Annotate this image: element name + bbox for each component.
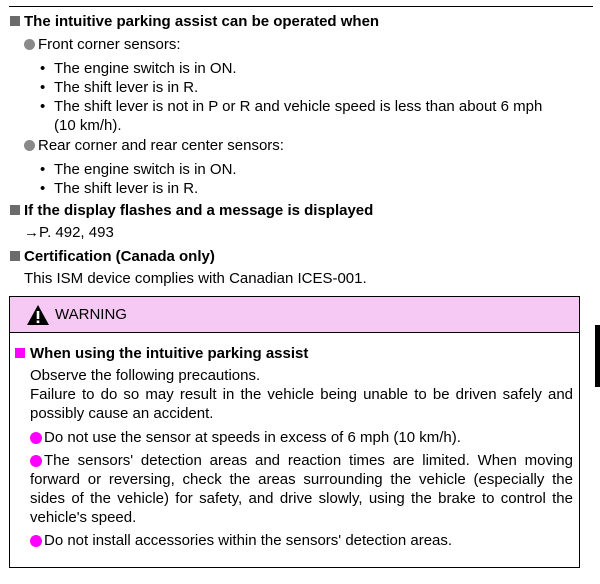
warning-point: Do not install accessories within the sensors' detection areas. [44, 532, 453, 549]
circle-bullet-icon [24, 140, 35, 151]
warning-point: The sensors' detection areas and reaction times are limited. When moving forward or reversing, check the areas surrounding the vehicle (especially the sides of the vehicle) for safety, and drive slowly, using the brake to control the vehicle's speed. [30, 452, 573, 526]
square-bullet-icon [10, 251, 20, 261]
warning-intro-line: Observe the following precautions. [30, 367, 261, 384]
section-heading-certification: Certification (Canada only) [10, 248, 215, 266]
list-item: • The engine switch is in ON. [40, 60, 237, 77]
section-heading-operate: The intuitive parking assist can be operated when [10, 13, 379, 31]
list-item-continuation: (10 km/h). [54, 117, 122, 134]
page-edge-tab [595, 325, 600, 387]
square-bullet-icon [10, 205, 20, 215]
page-reference: →P. 492, 493 [24, 224, 114, 241]
list-item: • The shift lever is in R. [40, 180, 199, 197]
square-bullet-icon [10, 16, 20, 26]
warning-title: WARNING [55, 306, 127, 323]
warning-heading: When using the intuitive parking assist [15, 345, 308, 363]
warning-header [10, 297, 579, 333]
top-rule [9, 6, 593, 7]
list-item: • The shift lever is not in P or R and vehicle speed is less than about 6 mph [40, 98, 543, 115]
section-heading-display: If the display flashes and a message is displayed [10, 202, 373, 220]
circle-bullet-icon [24, 39, 35, 50]
warning-intro-paragraph: Failure to do so may result in the vehicle being unable to be driven safely and possibly cause an accident. [30, 386, 573, 422]
magenta-square-icon [15, 348, 25, 358]
list-item: • The engine switch is in ON. [40, 161, 237, 178]
warning-box [9, 296, 580, 568]
magenta-dot-icon [30, 432, 42, 444]
front-sensors-label: Front corner sensors: [24, 36, 181, 54]
rear-sensors-label: Rear corner and rear center sensors: [24, 137, 284, 155]
magenta-dot-icon [30, 535, 42, 547]
list-item: • The shift lever is in R. [40, 79, 199, 96]
warning-point: Do not use the sensor at speeds in excess of 6 mph (10 km/h). [44, 429, 461, 446]
certification-text: This ISM device complies with Canadian ICES-001. [24, 270, 367, 287]
warning-triangle-icon [26, 304, 50, 326]
